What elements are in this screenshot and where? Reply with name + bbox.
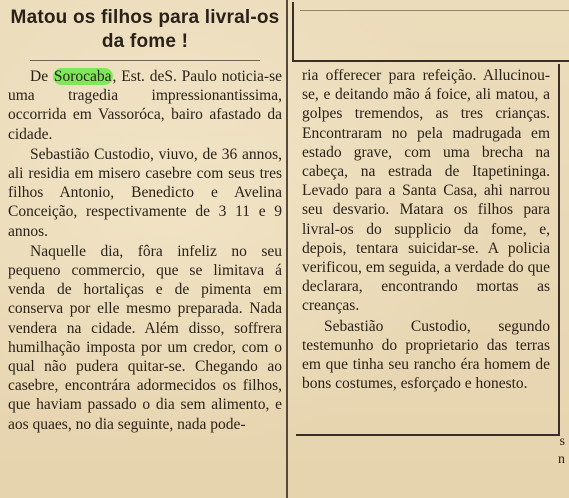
column-divider [286, 0, 288, 498]
margin-fragments [553, 433, 565, 469]
headline-line-1: Matou os filhos para livral-os [10, 7, 280, 28]
paragraph-2: Sebastião Custodio, viuvo, de 36 annos, ali residia em misero casebre com seus tres filhos Antonio, Benedicto e Avelina Conceição, respectivamente de 3 11 e 9 annos. [8, 145, 282, 240]
margin-fragment-1: s [559, 434, 565, 449]
top-right-frame [292, 2, 569, 62]
paragraph-3: Naquelle dia, fôra infeliz no seu pequeno commercio, que se limitava á venda de hortaliças e de pimenta em conserva por elle mesmo preparada. Nada vendera na cidade. Além disso, soffrera humilhação imposta por um credor, com o qual não pudera quitar-se. Chegando ao casebre, encontrára adormecidos os filhos, que haviam passado o dia sem alimento, e aos quaes, no dia seguinte, nada pode- [8, 242, 282, 433]
paragraph-1 [8, 67, 282, 144]
paragraph-1-post: , Est. deS. Paulo noticia-se uma tragedia impressionantissima, occorrida em Vassoróca, bairo afastado da cidade. [8, 68, 282, 143]
paragraph-4: ria offerecer para refeição. Allucinou-se, e deitando mão á foice, ali matou, a golpes tremendos, as tres crianças. Encontraram no pela madrugada em estado grave, com uma brecha na cabeça, na estrada de Itapetininga. Levado para a Santa Casa, ahi narrou seu desvario. Matara os filhos para livral-os do supplicio da fome, e, depois, tentara suicidar-se. A policia verificou, em seguida, a verdade do que declarara, encontrando mortas as creanças. [302, 67, 550, 315]
paragraph-5: Sebastião Custodio, segundo testemunho do proprietario das terras em que tinha seu rancho éra homem de bons costumes, esforçado e honesto. [302, 317, 550, 393]
paragraph-1-pre: De [30, 68, 53, 85]
left-column [8, 4, 282, 496]
headline-line-2: da fome ! [101, 31, 189, 52]
right-column [296, 64, 560, 436]
margin-fragment-2: n [558, 452, 565, 467]
top-strip [300, 2, 569, 11]
headline-rule [30, 60, 260, 61]
article-headline [8, 6, 282, 54]
highlighted-word: Sorocaba [53, 68, 112, 85]
